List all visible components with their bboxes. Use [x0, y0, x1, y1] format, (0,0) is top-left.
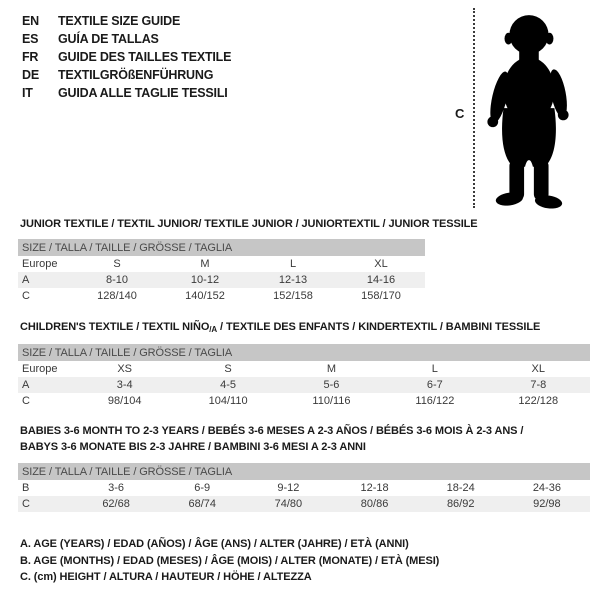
- value-cell: 4-5: [220, 379, 237, 391]
- children-heading-prefix: CHILDREN'S TEXTILE / TEXTIL NIÑO: [20, 321, 210, 333]
- value-cell: 104/110: [208, 395, 248, 407]
- children-heading-suffix: / TEXTILE DES ENFANTS / KINDERTEXTIL / BAMBINI TESSILE: [217, 321, 541, 333]
- lang-code: DE: [22, 68, 39, 82]
- legend-line-a: A. AGE (YEARS) / EDAD (AÑOS) / ÂGE (ANS) / ALTER (JAHRE) / ETÀ (ANNI): [20, 538, 409, 550]
- children-section-heading: [20, 320, 540, 338]
- value-cell: 68/74: [188, 498, 216, 510]
- lang-code: FR: [22, 50, 39, 64]
- value-cell: 98/104: [107, 395, 142, 407]
- lang-code: EN: [22, 14, 39, 28]
- lang-row-fr: [22, 48, 231, 66]
- row-label-cell: B: [22, 482, 30, 494]
- row-label-cell: C: [22, 290, 30, 302]
- height-label: C: [455, 106, 465, 121]
- value-cell: 80/86: [360, 498, 389, 510]
- value-cell: L: [289, 258, 297, 270]
- value-cell: 12-18: [360, 482, 389, 494]
- lang-row-de: [22, 66, 231, 84]
- junior-section-heading: JUNIOR TEXTILE / TEXTIL JUNIOR/ TEXTILE JUNIOR / JUNIORTEXTIL / JUNIOR TESSILE: [20, 218, 478, 230]
- value-cell: 5-6: [323, 379, 340, 391]
- value-cell: 86/92: [446, 498, 475, 510]
- row-label-cell: A: [22, 379, 30, 391]
- lang-title: TEXTILGRÖßENFÜHRUNG: [58, 68, 214, 82]
- lang-row-it: [22, 84, 231, 102]
- value-cell: 122/128: [518, 395, 559, 407]
- height-dotted-line: [473, 8, 475, 208]
- value-cell: 24-36: [532, 482, 561, 494]
- value-cell: S: [113, 258, 121, 270]
- value-cell: 110/116: [312, 395, 351, 407]
- height-measure-figure: [445, 6, 595, 216]
- size-header-row: [18, 463, 590, 480]
- row-label-cell: C: [22, 395, 30, 407]
- lang-title: GUIDE DES TAILLES TEXTILE: [58, 50, 232, 64]
- babies-section-heading: [20, 424, 523, 455]
- value-cell: 128/140: [97, 290, 137, 302]
- language-title-list: [22, 12, 231, 102]
- size-header-row: [18, 344, 590, 361]
- children-heading-subscript: /A: [209, 325, 218, 334]
- babies-heading-line2: BABYS 3-6 MONATE BIS 2-3 JAHRE / BAMBINI 3-6 MESI A 2-3 ANNI: [20, 440, 366, 453]
- value-cell: 18-24: [446, 482, 475, 494]
- baby-silhouette-icon: [483, 12, 573, 210]
- value-cell: 74/80: [274, 498, 303, 510]
- lang-title: GUÍA DE TALLAS: [58, 32, 159, 46]
- babies-size-table: [18, 463, 590, 512]
- junior-size-table: [18, 239, 425, 304]
- size-header: SIZE / TALLA / TAILLE / GRÖSSE / TAGLIA: [18, 344, 590, 361]
- table-row-age: [18, 377, 590, 393]
- size-header-row: [18, 239, 425, 256]
- value-cell: XL: [374, 258, 388, 270]
- value-cell: 140/152: [185, 290, 225, 302]
- value-cell: 92/98: [533, 498, 561, 510]
- value-cell: 62/68: [102, 498, 130, 510]
- value-cell: XL: [531, 363, 546, 375]
- legend: [20, 536, 439, 586]
- value-cell: 152/158: [273, 290, 313, 302]
- value-cell: 8-10: [105, 274, 129, 286]
- value-cell: 158/170: [361, 290, 401, 302]
- value-cell: L: [431, 363, 438, 375]
- value-cell: 9-12: [277, 482, 300, 494]
- row-label-cell: Europe: [22, 258, 58, 270]
- lang-row-es: [22, 30, 231, 48]
- lang-title: GUIDA ALLE TAGLIE TESSILI: [58, 86, 228, 100]
- size-header: SIZE / TALLA / TAILLE / GRÖSSE / TAGLIA: [18, 239, 425, 256]
- table-row-europe: [18, 361, 590, 377]
- value-cell: 3-6: [108, 482, 125, 494]
- lang-code: IT: [22, 86, 33, 100]
- value-cell: 6-7: [426, 379, 443, 391]
- table-row-height: [18, 393, 590, 409]
- legend-line-c: C. (cm) HEIGHT / ALTURA / HAUTEUR / HÖHE / ALTEZZA: [20, 571, 312, 583]
- value-cell: 7-8: [530, 379, 547, 391]
- value-cell: M: [326, 363, 337, 375]
- children-size-table: [18, 344, 590, 409]
- value-cell: 116/122: [415, 395, 455, 407]
- row-label-cell: A: [22, 274, 30, 286]
- lang-code: ES: [22, 32, 39, 46]
- table-row-height: [18, 496, 590, 512]
- table-row-age: [18, 272, 425, 288]
- table-row-height: [18, 288, 425, 304]
- value-cell: 14-16: [366, 274, 396, 286]
- size-header: SIZE / TALLA / TAILLE / GRÖSSE / TAGLIA: [18, 463, 590, 480]
- value-cell: 6-9: [194, 482, 211, 494]
- row-label-cell: Europe: [22, 363, 58, 375]
- table-row-months: [18, 480, 590, 496]
- table-row-europe: [18, 256, 425, 272]
- lang-title: TEXTILE SIZE GUIDE: [58, 14, 181, 28]
- value-cell: XS: [117, 363, 133, 375]
- value-cell: 10-12: [190, 274, 220, 286]
- legend-line-b: B. AGE (MONTHS) / EDAD (MESES) / ÂGE (MOIS) / ALTER (MONATE) / ETÀ (MESI): [20, 554, 440, 567]
- value-cell: 3-4: [116, 379, 133, 391]
- row-label-cell: C: [22, 498, 30, 510]
- value-cell: M: [200, 258, 210, 270]
- value-cell: 12-13: [278, 274, 308, 286]
- babies-heading-line1: BABIES 3-6 MONTH TO 2-3 YEARS / BEBÉS 3-6 MESES A 2-3 AÑOS / BÉBÉS 3-6 MOIS À 2-3 ANS /: [20, 425, 524, 437]
- value-cell: S: [224, 363, 232, 375]
- lang-row-en: [22, 12, 231, 30]
